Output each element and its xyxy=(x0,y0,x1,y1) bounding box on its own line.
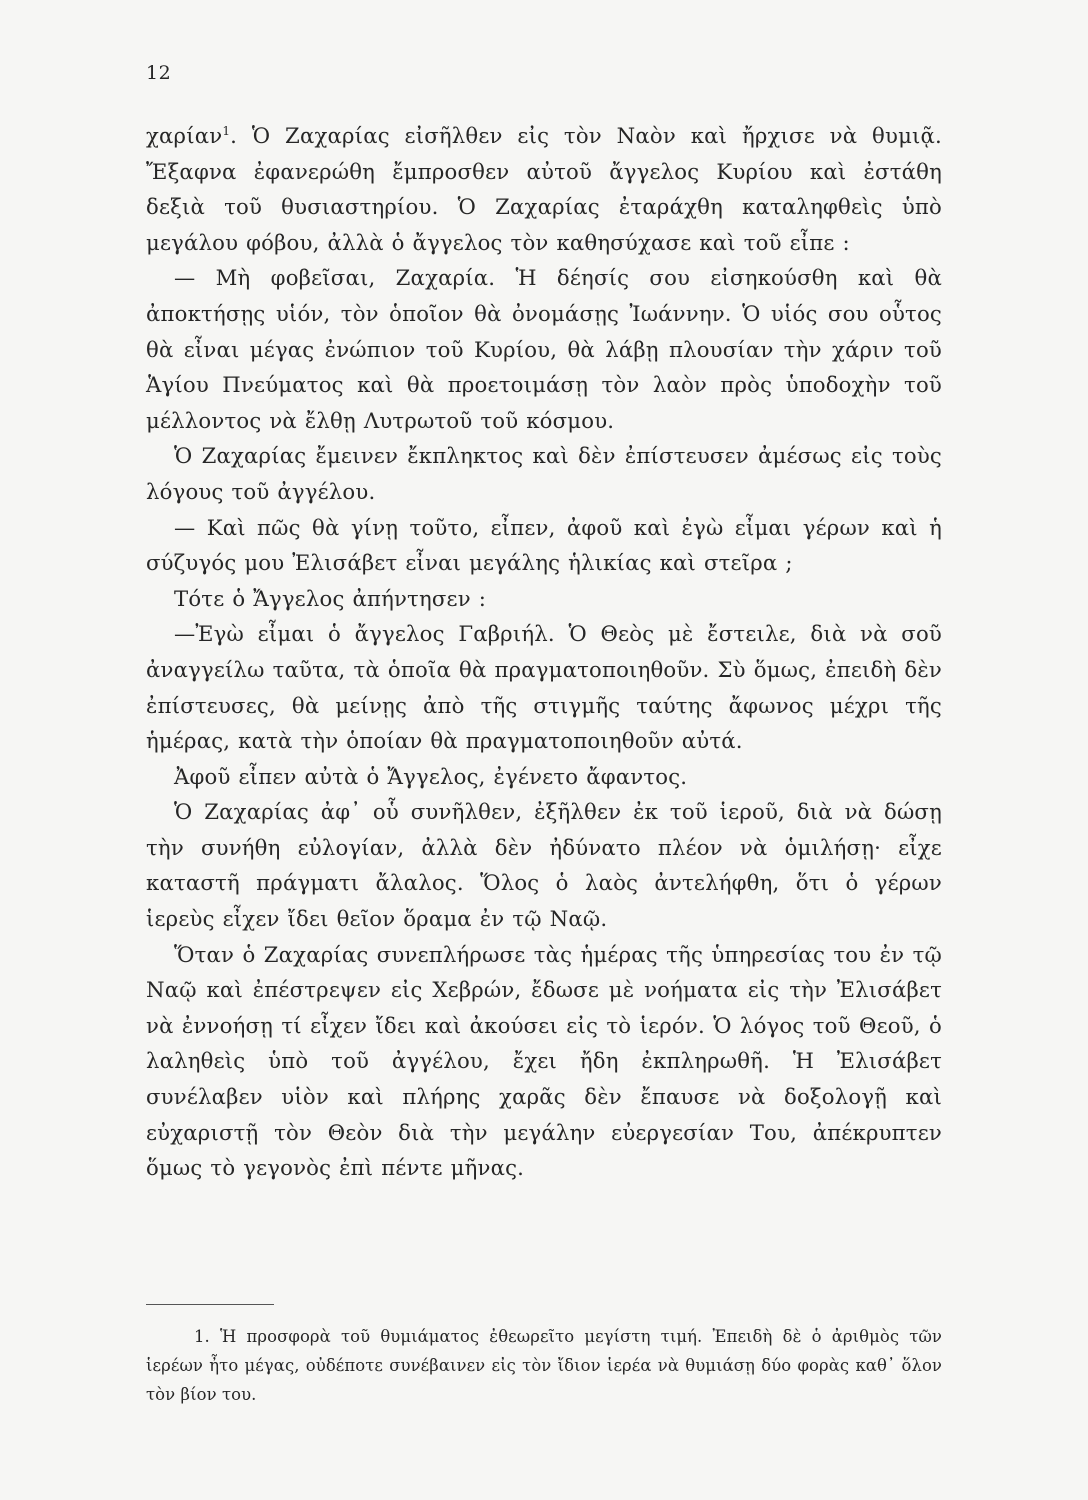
paragraph-1-lead: χαρίαν xyxy=(146,123,223,148)
footnote-divider xyxy=(146,1304,274,1305)
page-number: 12 xyxy=(146,62,172,84)
paragraph-6: —Ἐγὼ εἶμαι ὁ ἄγγελος Γαβριήλ. Ὁ Θεὸς μὲ ἔστειλε, διὰ νὰ σοῦ ἀναγγείλω ταῦτα, τὰ ὁποῖα θὰ πραγματοποιηθοῦν. Σὺ ὅμως, ἐπειδὴ δὲν ἐπίστευσες, θὰ μείνῃς ἀπὸ τῆς στιγμῆς ταύτης ἄφωνος μέχρι τῆς ἡμέρας, κατὰ τὴν ὁποίαν θὰ πραγματοποιηθοῦν αὐτά. xyxy=(146,621,942,754)
paragraph-8: Ὁ Ζαχαρίας ἀφ᾽ οὗ συνῆλθεν, ἐξῆλθεν ἐκ τοῦ ἱεροῦ, διὰ νὰ δώσῃ τὴν συνήθη εὐλογίαν, ἀλλὰ δὲν ἠδύνατο πλέον νὰ ὁμιλήσῃ· εἶχε καταστῆ πράγματι ἄλαλος. Ὅλος ὁ λαὸς ἀντελήφθη, ὅτι ὁ γέρων ἱερεὺς εἶχεν ἴδει θεῖον ὅραμα ἐν τῷ Ναῷ. xyxy=(146,799,942,932)
paragraph-3: Ὁ Ζαχαρίας ἔμεινεν ἔκπληκτος καὶ δὲν ἐπίστευσεν ἀμέσως εἰς τοὺς λόγους τοῦ ἀγγέλου. xyxy=(146,443,942,504)
footnote-reference: 1 xyxy=(222,123,231,138)
body-text xyxy=(146,118,942,1186)
paragraph-1 xyxy=(146,118,942,260)
paragraph-9: Ὅταν ὁ Ζαχαρίας συνεπλήρωσε τὰς ἡμέρας τῆς ὑπηρεσίας του ἐν τῷ Ναῷ καὶ ἐπέστρεψεν εἰς Χεβρών, ἔδωσε μὲ νοήματα εἰς τὴν Ἐλισάβετ νὰ ἐννοήσῃ τί εἶχεν ἴδει καὶ ἀκούσει εἰς τὸ ἱερόν. Ὁ λόγος τοῦ Θεοῦ, ὁ λαληθεὶς ὑπὸ τοῦ ἀγγέλου, ἔχει ἤδη ἐκπληρωθῆ. Ἡ Ἐλισάβετ συνέλαβεν υἱὸν καὶ πλήρης χαρᾶς δὲν ἔπαυσε νὰ δοξολογῇ καὶ εὐχαριστῇ τὸν Θεὸν διὰ τὴν μεγάλην εὐεργεσίαν Του, ἀπέκρυπτεν ὅμως τὸ γεγονὸς ἐπὶ πέντε μῆνας. xyxy=(146,941,942,1181)
paragraph-1-text: . Ὁ Ζαχαρίας εἰσῆλθεν εἰς τὸν Ναὸν καὶ ἤρχισε νὰ θυμιᾷ. Ἔξαφνα ἐφανερώθη ἔμπροσθεν αὐτοῦ ἄγγελος Κυρίου καὶ ἐστάθη δεξιὰ τοῦ θυσιαστηρίου. Ὁ Ζαχαρίας ἐταράχθη καταληφθεὶς ὑπὸ μεγάλου φόβου, ἀλλὰ ὁ ἄγγελος τὸν καθησύχασε καὶ τοῦ εἶπε : xyxy=(146,123,942,255)
paragraph-5: Τότε ὁ Ἄγγελος ἀπήντησεν : xyxy=(174,585,487,611)
footnote: 1. Ἡ προσφορὰ τοῦ θυμιάματος ἐθεωρεῖτο μεγίστη τιμή. Ἐπειδὴ δὲ ὁ ἀριθμὸς τῶν ἱερέων ἦτο μέγας, οὐδέποτε συνέβαινεν εἰς τὸν ἴδιον ἱερέα νὰ θυμιάσῃ δύο φορὰς καθ᾽ ὅλον τὸν βίον του. xyxy=(146,1327,942,1404)
paragraph-4: — Καὶ πῶς θὰ γίνῃ τοῦτο, εἶπεν, ἀφοῦ καὶ ἐγὼ εἶμαι γέρων καὶ ἡ σύζυγός μου Ἐλισάβετ εἶναι μεγάλης ἡλικίας καὶ στεῖρα ; xyxy=(146,514,942,576)
paragraph-2: — Μὴ φοβεῖσαι, Ζαχαρία. Ἡ δέησίς σου εἰσηκούσθη καὶ θὰ ἀποκτήσῃς υἱόν, τὸν ὁποῖον θὰ ὀνομάσῃς Ἰωάννην. Ὁ υἱός σου οὗτος θὰ εἶναι μέγας ἐνώπιον τοῦ Κυρίου, θὰ λάβῃ πλουσίαν τὴν χάριν τοῦ Ἁγίου Πνεύματος καὶ θὰ προετοιμάσῃ τὸν λαὸν πρὸς ὑποδοχὴν τοῦ μέλλοντος νὰ ἔλθῃ Λυτρωτοῦ τοῦ κόσμου. xyxy=(146,265,942,433)
paragraph-7: Ἀφοῦ εἶπεν αὐτὰ ὁ Ἄγγελος, ἐγένετο ἄφαντος. xyxy=(174,763,688,789)
